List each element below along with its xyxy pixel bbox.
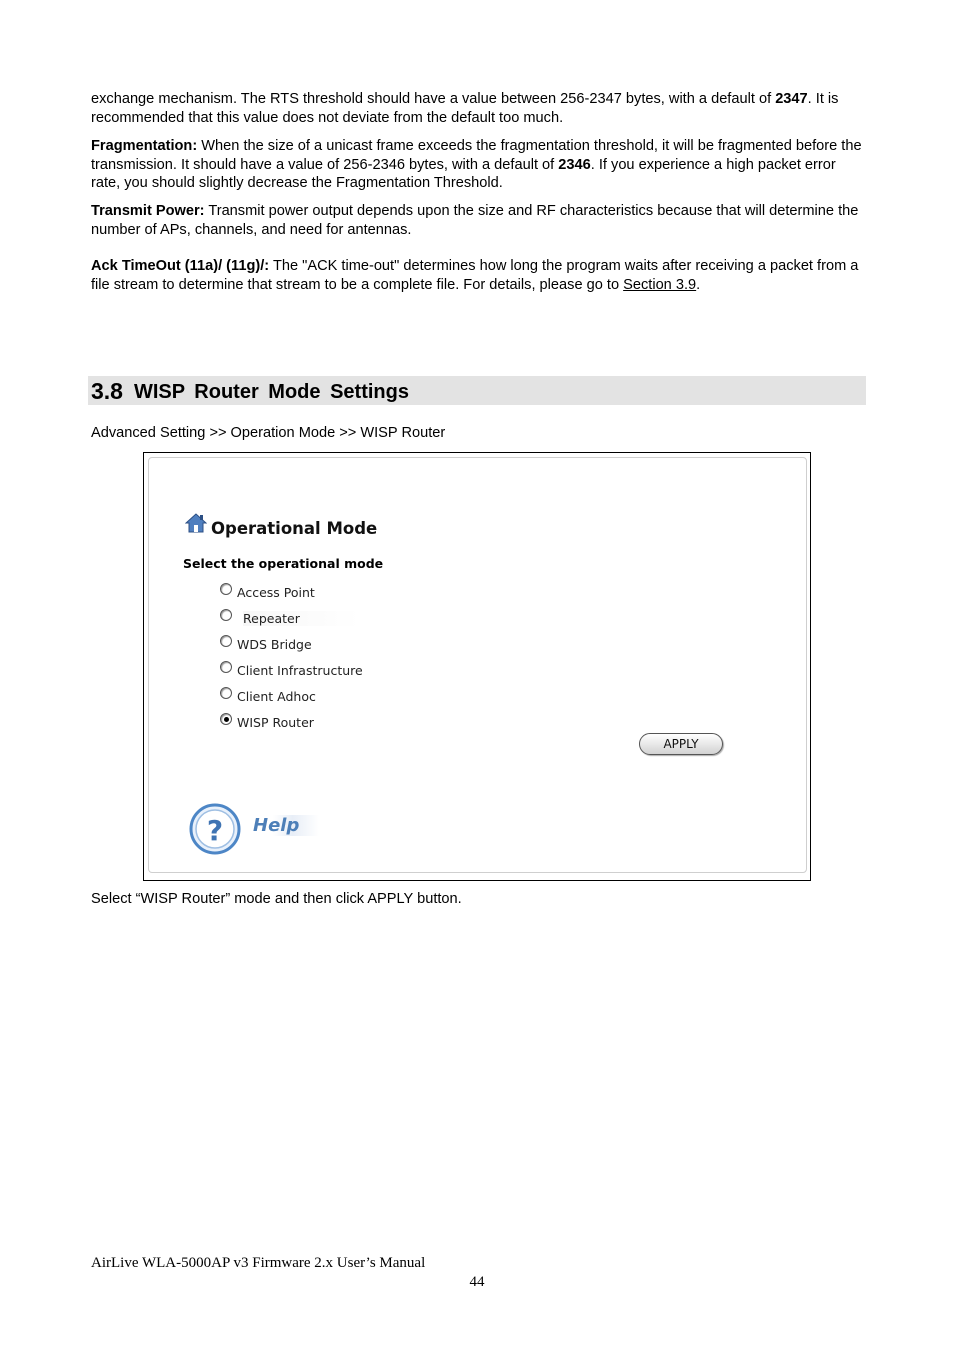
ack-timeout-label: Ack TimeOut (11a)/ (11g)/: [91, 258, 270, 274]
radio-button[interactable] [220, 635, 232, 647]
radio-button-selected[interactable] [220, 713, 232, 725]
radio-button[interactable] [220, 687, 232, 699]
footer-manual-title: AirLive WLA-5000AP v3 Firmware 2.x User’s Manual [91, 1255, 426, 1271]
rts-text-end: . It is recommended that this value does not deviate from the default too much. [91, 91, 839, 126]
rts-text: exchange mechanism. The RTS threshold should have a value between 256-2347 bytes, with a default of [91, 91, 776, 107]
mode-access-point[interactable] [220, 583, 400, 603]
rts-paragraph [91, 90, 866, 127]
mode-label: WDS Bridge [237, 637, 312, 652]
section-title: WISP Router Mode Settings [134, 381, 409, 403]
mode-label: WISP Router [237, 715, 314, 730]
panel-subtitle: Select the operational mode [183, 556, 384, 571]
operational-mode-screenshot [143, 452, 811, 881]
mode-wds-bridge[interactable] [220, 635, 400, 655]
breadcrumb: Advanced Setting >> Operation Mode >> WISP Router [91, 425, 446, 441]
ack-timeout-text: The "ACK time-out" determines how long the program waits after receiving a packet from a file stream to determine that stream to be a complete file. For details, please go to [91, 258, 859, 293]
home-icon [185, 513, 207, 533]
ack-timeout-end: . [696, 276, 701, 293]
mode-repeater[interactable] [220, 609, 400, 629]
svg-text:?: ? [206, 814, 224, 847]
radio-button[interactable] [220, 609, 232, 621]
panel-title: Operational Mode [211, 519, 378, 538]
transmit-power-paragraph [91, 202, 866, 239]
mode-label: Repeater [243, 611, 360, 626]
help-icon[interactable] [189, 803, 241, 855]
radio-button[interactable] [220, 661, 232, 673]
section-link[interactable]: Section 3.9 [623, 276, 697, 293]
fragmentation-label: Fragmentation: [91, 138, 198, 154]
mode-label: Access Point [237, 585, 315, 600]
fragmentation-text: When the size of a unicast frame exceeds the fragmentation threshold, it will be fragmented before the transmission. It should have a value of 256-2346 bytes, with a default of [91, 138, 862, 173]
mode-wisp-router[interactable] [220, 713, 400, 733]
help-link[interactable]: Help [253, 815, 319, 836]
page-number: 44 [469, 1274, 485, 1290]
mode-client-infrastructure[interactable] [220, 661, 400, 681]
panel-frame [148, 457, 807, 873]
ack-timeout-paragraph [91, 257, 866, 294]
radio-button[interactable] [220, 583, 232, 595]
apply-button[interactable]: APPLY [639, 733, 723, 755]
mode-label: Client Adhoc [237, 689, 316, 704]
transmit-power-label: Transmit Power: [91, 203, 205, 219]
rts-default-value: 2347 [775, 91, 808, 107]
section-heading [88, 376, 866, 405]
fragmentation-paragraph [91, 137, 866, 193]
mode-label: Client Infrastructure [237, 663, 363, 678]
section-number: 3.8 [91, 378, 123, 404]
fragmentation-text-end: . If you experience a high packet error rate, you should slightly decrease the Fragmentation Threshold. [91, 156, 836, 191]
transmit-power-text: Transmit power output depends upon the size and RF characteristics because that will determine the number of APs, channels, and need for antennas. [91, 203, 859, 238]
fragmentation-default-value: 2346 [558, 156, 591, 173]
mode-client-adhoc[interactable] [220, 687, 400, 707]
caption: Select “WISP Router” mode and then click APPLY button. [91, 891, 462, 907]
